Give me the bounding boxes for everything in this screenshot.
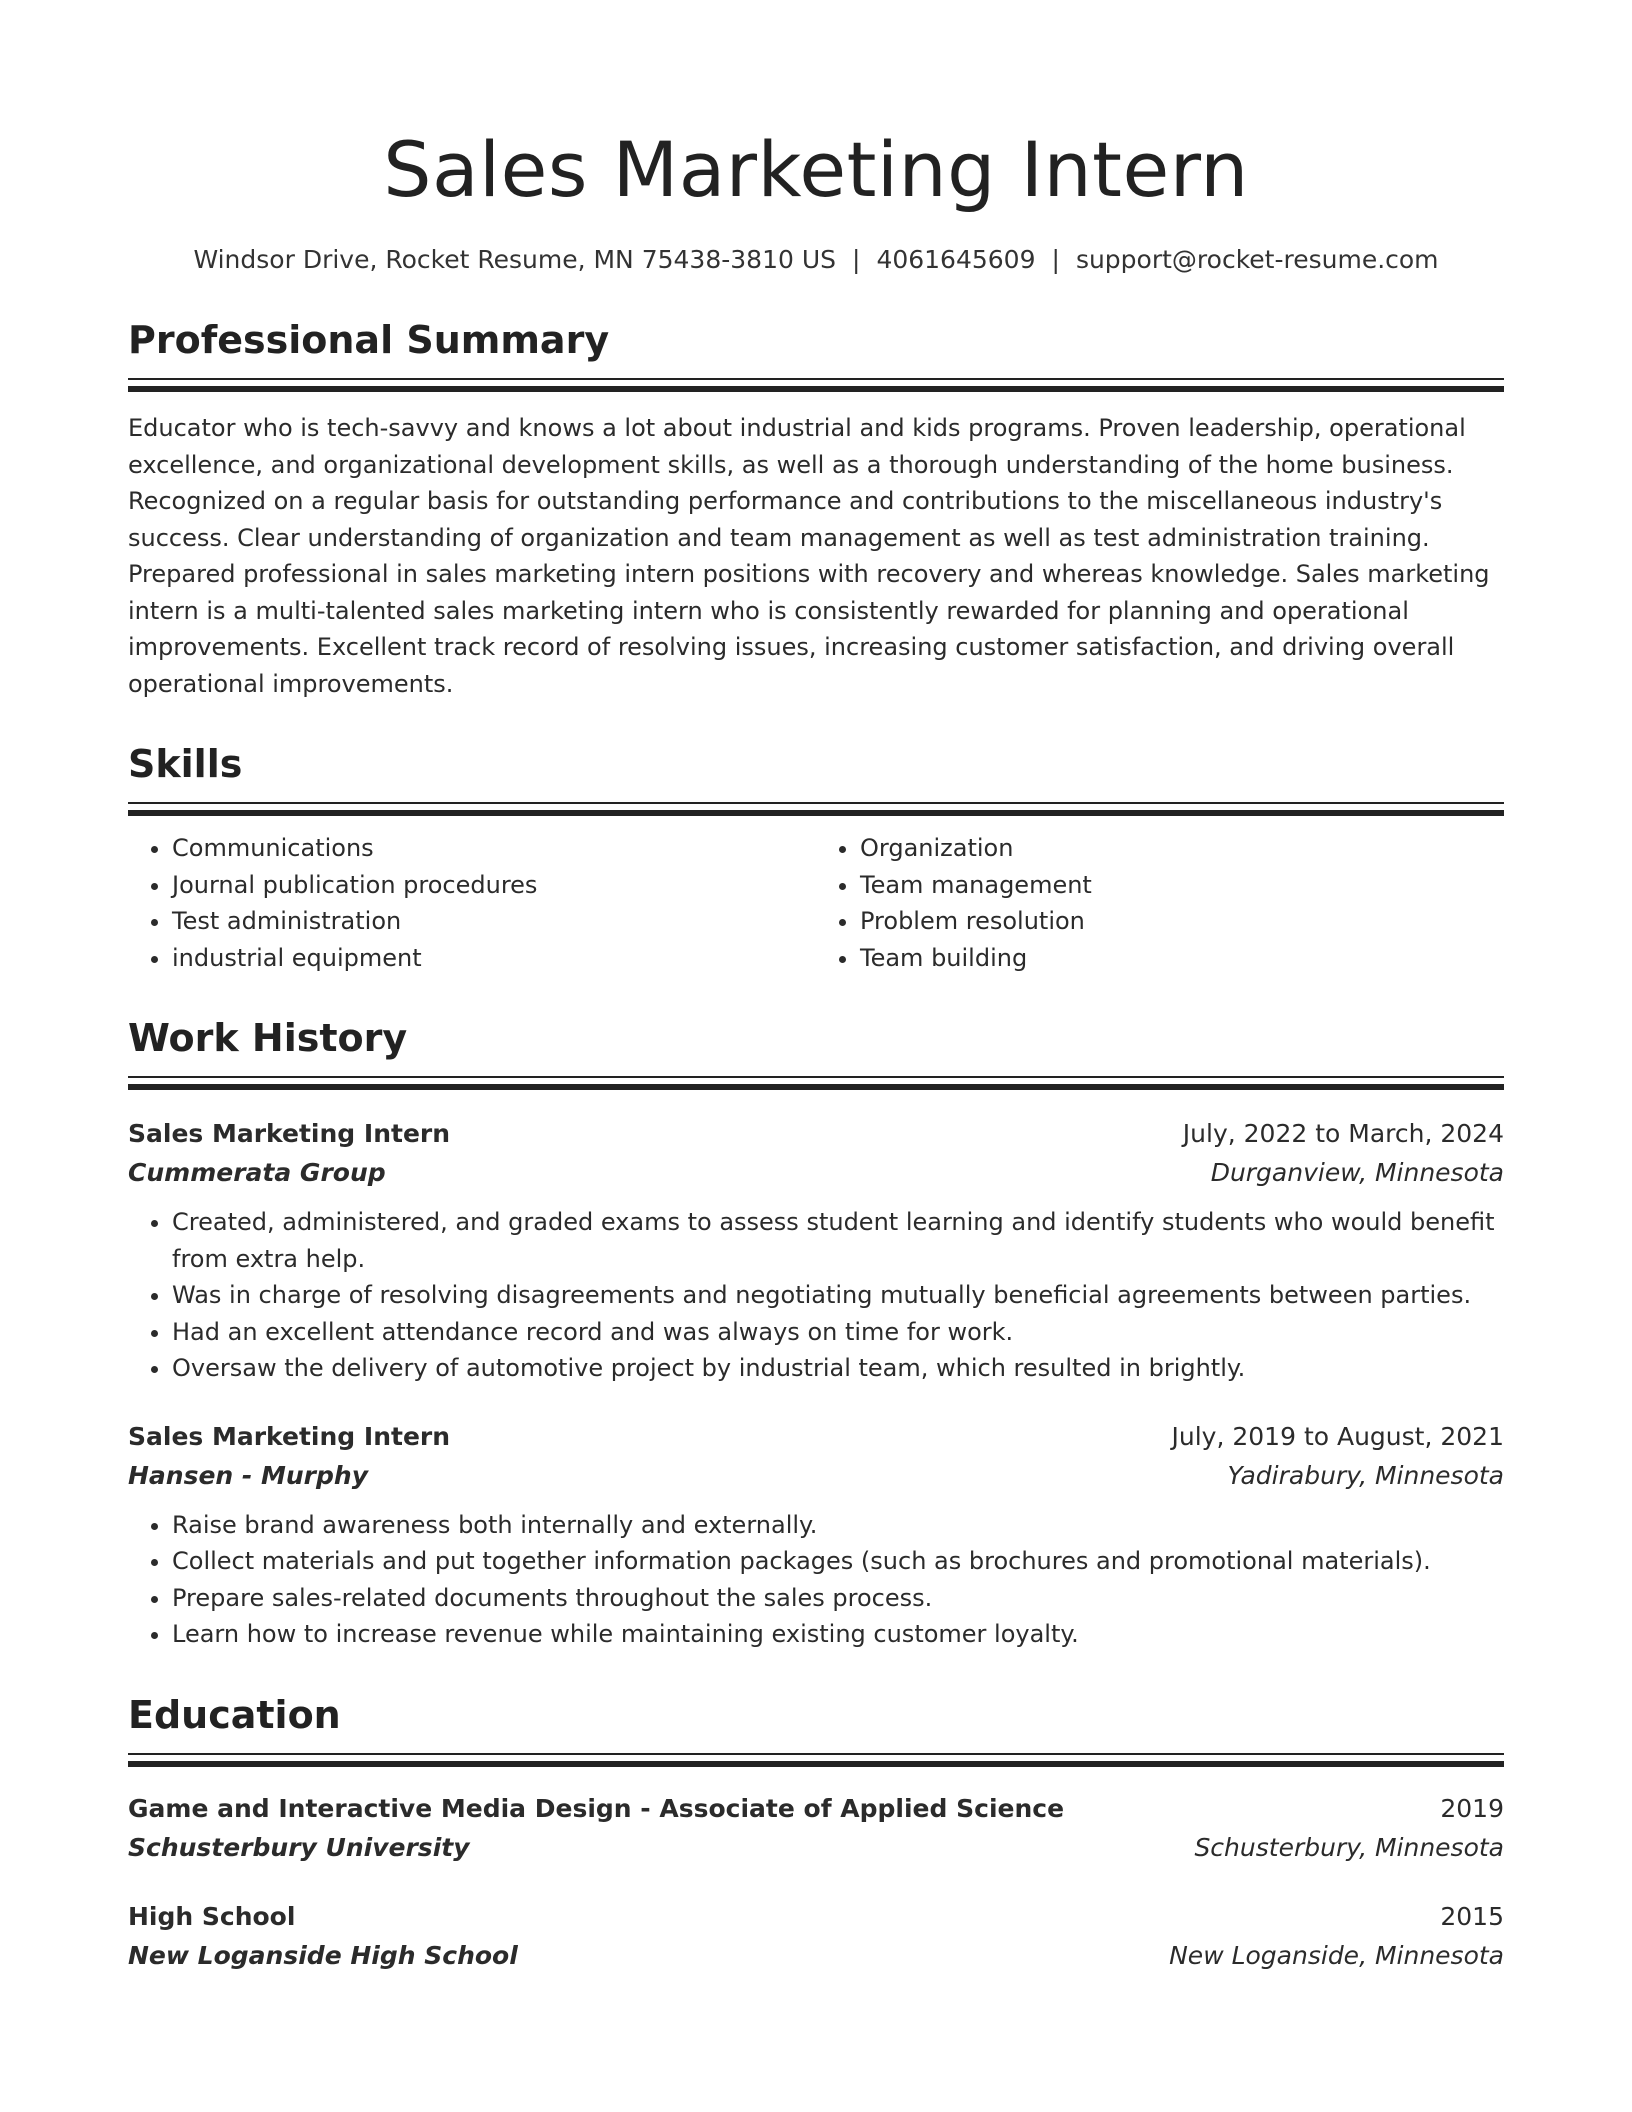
- contact-line: [128, 242, 1504, 278]
- skill-item: • Journal publication procedures: [172, 867, 816, 904]
- contact-separator: |: [1051, 245, 1060, 274]
- education-year: 2019: [1440, 1793, 1504, 1823]
- job-bullet: • Raise brand awareness both internally and externally.: [172, 1507, 1504, 1544]
- education-location: Schusterbury, Minnesota: [1194, 1832, 1504, 1862]
- job-entry: [128, 1114, 1504, 1387]
- education-year: 2015: [1440, 1901, 1504, 1931]
- education-location: New Loganside, Minnesota: [1169, 1940, 1504, 1970]
- job-company: Hansen - Murphy: [128, 1460, 369, 1490]
- section-title-work: Work History: [128, 1016, 408, 1060]
- job-bullet: • Learn how to increase revenue while maintaining existing customer loyalty.: [172, 1616, 1504, 1653]
- skill-item: • Team building: [860, 940, 1504, 977]
- resume-name: Sales Marketing Intern: [383, 125, 1249, 214]
- education-school: Schusterbury University: [128, 1832, 470, 1862]
- job-bullet: • Oversaw the delivery of automotive project by industrial team, which resulted in brightly.: [172, 1350, 1504, 1387]
- skill-item: • Test administration: [172, 903, 816, 940]
- education-entry: [128, 1789, 1504, 1867]
- resume-page: [128, 120, 1504, 1975]
- job-bullets: [128, 1507, 1504, 1653]
- job-dates: July, 2019 to August, 2021: [1171, 1421, 1504, 1451]
- job-title: Sales Marketing Intern: [128, 1119, 451, 1148]
- section-divider: [128, 1753, 1504, 1755]
- skill-item: • industrial equipment: [172, 940, 816, 977]
- contact-address: Windsor Drive, Rocket Resume, MN 75438-3810 US: [193, 245, 836, 274]
- contact-email: support@rocket-resume.com: [1075, 245, 1439, 274]
- contact-phone: 4061645609: [876, 245, 1036, 274]
- education-entry: [128, 1897, 1504, 1975]
- job-bullet: • Created, administered, and graded exams to assess student learning and identify students who would benefit from extra help.: [172, 1204, 1504, 1277]
- job-bullet: • Prepare sales-related documents throughout the sales process.: [172, 1580, 1504, 1617]
- job-bullet: • Had an excellent attendance record and was always on time for work.: [172, 1314, 1504, 1351]
- skills-column-right: [816, 830, 1504, 976]
- job-dates: July, 2022 to March, 2024: [1182, 1119, 1504, 1148]
- skills-list: [128, 830, 1504, 976]
- job-bullet: • Collect materials and put together information packages (such as brochures and promotional materials).: [172, 1543, 1504, 1580]
- job-bullets: [128, 1204, 1504, 1387]
- job-entry: [128, 1417, 1504, 1653]
- skills-column-left: [128, 830, 816, 976]
- job-bullet: • Was in charge of resolving disagreements and negotiating mutually beneficial agreements between parties.: [172, 1277, 1504, 1314]
- section-divider: [128, 1076, 1504, 1078]
- job-company: Cummerata Group: [128, 1158, 386, 1187]
- education-degree: High School: [128, 1901, 296, 1931]
- skill-item: • Organization: [860, 830, 1504, 867]
- job-location: Yadirabury, Minnesota: [1227, 1460, 1504, 1490]
- job-title: Sales Marketing Intern: [128, 1421, 451, 1451]
- skills-section: [128, 740, 1504, 976]
- section-divider: [128, 378, 1504, 380]
- skill-item: • Communications: [172, 830, 816, 867]
- work-section: [128, 1014, 1504, 1653]
- contact-separator: |: [852, 245, 861, 274]
- skill-item: • Problem resolution: [860, 903, 1504, 940]
- job-location: Durganview, Minnesota: [1210, 1158, 1504, 1187]
- section-title-summary: Professional Summary: [128, 318, 610, 362]
- skill-item: • Team management: [860, 867, 1504, 904]
- summary-section: [128, 316, 1504, 702]
- education-section: [128, 1691, 1504, 1975]
- summary-text: Educator who is tech-savvy and knows a lot about industrial and kids programs. Proven leadership, operational excellence, and organizational development skills, as well as a thorough understanding of the home business. Recognized on a regular basis for outstanding performance and contributions to the miscellaneous industry's success. Clear understanding of organization and team management as well as test administration training. Prepared professional in sales marketing intern positions with recovery and whereas knowledge. Sales marketing intern is a multi-talented sales marketing intern who is consistently rewarded for planning and operational improvements. Excellent track record of resolving issues, increasing customer satisfaction, and driving overall operational improvements.: [128, 414, 1490, 698]
- section-title-education: Education: [128, 1692, 341, 1737]
- section-divider: [128, 802, 1504, 804]
- education-degree: Game and Interactive Media Design - Associate of Applied Science: [128, 1793, 1065, 1823]
- section-title-skills: Skills: [128, 742, 243, 786]
- education-school: New Loganside High School: [128, 1940, 518, 1970]
